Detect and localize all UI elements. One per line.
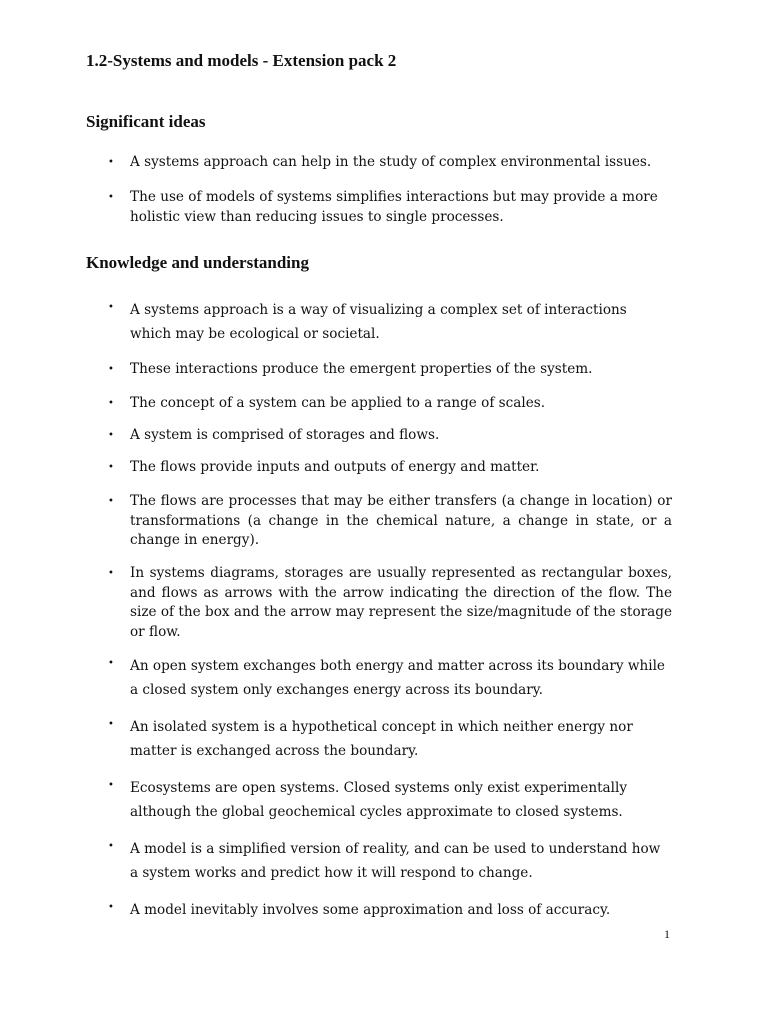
page-number: 1 xyxy=(664,927,670,941)
list-item-text: The flows are processes that may be either transfers (a change in location) or transformations (a change in the chemical nature, a change in state, or a change in energy). xyxy=(130,493,672,549)
list-item xyxy=(108,298,672,346)
list-item-text: These interactions produce the emergent properties of the system. xyxy=(130,361,593,377)
bullet: • xyxy=(108,462,114,473)
list-item xyxy=(108,360,672,380)
bullet: • xyxy=(108,719,114,730)
bullet: • xyxy=(108,157,114,168)
section-heading-knowledge-and-understanding: Knowledge and understanding xyxy=(86,253,309,272)
list-item xyxy=(108,837,672,885)
list-item xyxy=(108,492,672,551)
bullet: • xyxy=(108,780,114,791)
list-item-text: An isolated system is a hypothetical concept in which neither energy nor matter is exchanged across the boundary. xyxy=(130,719,633,759)
bullet: • xyxy=(108,430,114,441)
bullet: • xyxy=(108,568,114,579)
list-item-text: A systems approach can help in the study of complex environmental issues. xyxy=(130,154,652,170)
list-item xyxy=(108,426,672,446)
list-item-text: A systems approach is a way of visualizing a complex set of interactions which may be ecological or societal. xyxy=(130,302,627,342)
document-title: 1.2-Systems and models - Extension pack 2 xyxy=(86,51,397,70)
list-item xyxy=(108,153,672,173)
bullet: • xyxy=(108,364,114,375)
list-item xyxy=(108,564,672,642)
list-item-text: The use of models of systems simplifies interactions but may provide a more holistic view than reducing issues to single processes. xyxy=(130,189,658,225)
list-item-text: A model is a simplified version of reality, and can be used to understand how a system works and predict how it will respond to change. xyxy=(130,841,661,881)
list-item-text: An open system exchanges both energy and matter across its boundary while a closed system only exchanges energy across its boundary. xyxy=(130,658,665,698)
list-item-text: The flows provide inputs and outputs of energy and matter. xyxy=(130,459,540,475)
list-item xyxy=(108,715,672,763)
list-item-text: A system is comprised of storages and flows. xyxy=(130,427,440,443)
list-item xyxy=(108,458,672,478)
bullet: • xyxy=(108,841,114,852)
bullet: • xyxy=(108,398,114,409)
list-item xyxy=(108,654,672,702)
list-item-text: Ecosystems are open systems. Closed systems only exist experimentally although the global geochemical cycles approximate to closed systems. xyxy=(130,780,628,820)
list-item xyxy=(108,188,672,227)
list-item-text: A model inevitably involves some approximation and loss of accuracy. xyxy=(130,902,611,918)
section-heading-significant-ideas: Significant ideas xyxy=(86,112,206,131)
list-item-text: In systems diagrams, storages are usually represented as rectangular boxes, and flows as arrows with the arrow indicating the direction of the flow. The size of the box and the arrow may represent the size/magnitude of the storage or flow. xyxy=(130,565,672,640)
list-item-text: The concept of a system can be applied to a range of scales. xyxy=(130,395,546,411)
bullet: • xyxy=(108,658,114,669)
bullet: • xyxy=(108,302,114,313)
list-item xyxy=(108,394,672,414)
bullet: • xyxy=(108,192,114,203)
bullet: • xyxy=(108,902,114,913)
list-item xyxy=(108,898,672,922)
bullet: • xyxy=(108,496,114,507)
list-item xyxy=(108,776,672,824)
